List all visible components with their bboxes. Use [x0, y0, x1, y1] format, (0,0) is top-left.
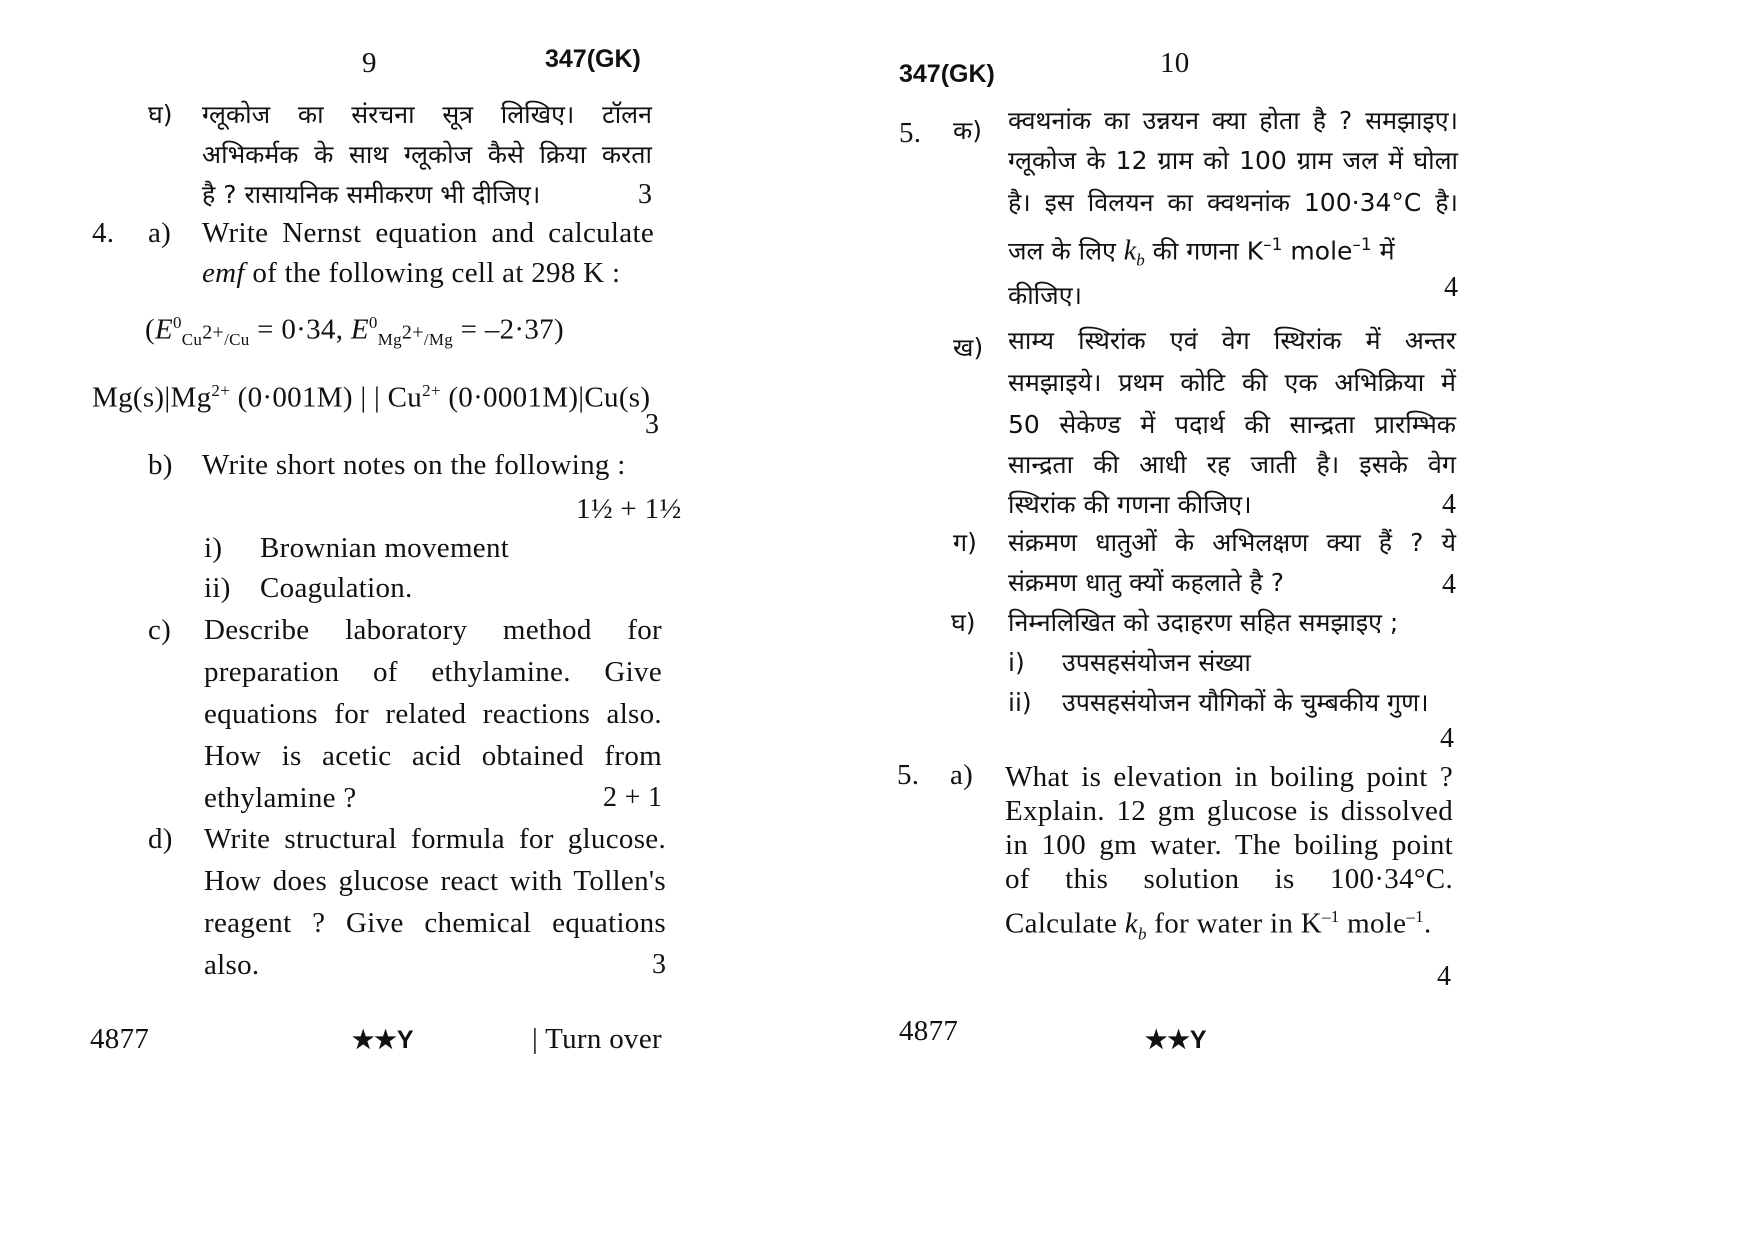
- question-text-fragment: of the following cell at 298 K :: [244, 257, 621, 289]
- question-text-line: [1005, 894, 1432, 957]
- question-marks: 3: [652, 949, 667, 980]
- subitem-label: ii): [204, 572, 231, 604]
- e1-sub: Cu: [181, 330, 203, 350]
- e1-sub-end: /Cu: [224, 330, 250, 350]
- marks-whole: 1: [576, 493, 591, 525]
- text-fragment: mole: [1339, 907, 1407, 940]
- page-number: 9: [362, 47, 377, 79]
- subitem-text: Coagulation.: [260, 572, 413, 604]
- question-label: क): [953, 116, 982, 145]
- footer-stars: ★★Y: [352, 1026, 414, 1054]
- marks-fraction: ½: [590, 493, 613, 525]
- subitem-label: i): [204, 532, 223, 564]
- unit-sup: –1: [1406, 907, 1424, 926]
- e2-sub-sup: 2+: [401, 321, 424, 344]
- question-number: 5.: [899, 117, 922, 149]
- cell-part: (0·0001M)|Cu(s): [440, 381, 651, 414]
- text-fragment: जल के लिए: [1008, 236, 1124, 266]
- question-text-line: How does glucose react with Tollen's: [204, 865, 666, 897]
- question-text-line: 50 सेकेण्ड में पदार्थ की सान्द्रता प्रारम्भिक: [1008, 410, 1456, 439]
- question-label: घ): [951, 608, 976, 637]
- marks-fraction: ½: [659, 493, 682, 525]
- question-marks: 4: [1437, 961, 1452, 992]
- question-label: c): [148, 614, 172, 646]
- subitem-label: ii): [1008, 688, 1032, 717]
- text-fragment: for water in K: [1146, 907, 1322, 940]
- e-symbol: E: [154, 313, 173, 346]
- paper-code: 347(GK): [545, 45, 641, 73]
- question-text-line: What is elevation in boiling point ?: [1005, 761, 1453, 793]
- text-fragment: में: [1371, 236, 1395, 266]
- question-text-line: स्थिरांक की गणना कीजिए।: [1008, 490, 1252, 519]
- question-text-line: साम्य स्थिरांक एवं वेग स्थिरांक में अन्तर: [1008, 326, 1456, 355]
- footer-stars: ★★Y: [1145, 1026, 1207, 1054]
- question-text-line: ग्लूकोज के 12 ग्राम को 100 ग्राम जल में घोला: [1008, 146, 1458, 175]
- question-text-line: preparation of ethylamine. Give: [204, 656, 662, 688]
- question-text-line: reagent ? Give chemical equations: [204, 907, 666, 939]
- question-text-line: in 100 gm water. The boiling point: [1005, 829, 1453, 861]
- page-number: 10: [1160, 47, 1190, 79]
- question-text-line: of this solution is 100·34°C.: [1005, 863, 1453, 895]
- question-text-line: संक्रमण धातुओं के अभिलक्षण क्या हैं ? ये: [1008, 528, 1456, 557]
- question-marks: [576, 486, 682, 532]
- subitem-label: i): [1008, 648, 1025, 677]
- question-marks: 3: [638, 179, 653, 210]
- question-marks: 4: [1440, 723, 1455, 754]
- unit-sup: –1: [1352, 235, 1372, 255]
- subitem-text: Brownian movement: [260, 532, 510, 564]
- question-text-line: Explain. 12 gm glucose is dissolved: [1005, 795, 1453, 827]
- question-text-line: Write structural formula for glucose.: [204, 823, 666, 855]
- question-text-line: How is acetic acid obtained from: [204, 740, 662, 772]
- question-text-line: समझाइये। प्रथम कोटि की एक अभिक्रिया में: [1008, 368, 1456, 397]
- question-label: d): [148, 823, 173, 855]
- e1-value: = 0·34,: [257, 313, 344, 346]
- paper-code: 347(GK): [899, 60, 995, 88]
- cell-part: (0·001M) | | Cu: [230, 381, 423, 414]
- question-text-line: Write short notes on the following :: [202, 449, 626, 481]
- marks-whole: 1: [644, 493, 660, 525]
- e-symbol: E: [350, 313, 369, 346]
- kb-sub: b: [1137, 924, 1147, 944]
- question-text-line: equations for related reactions also.: [204, 698, 662, 730]
- kb-sub: b: [1136, 250, 1145, 270]
- cell-sup: 2+: [422, 381, 441, 400]
- question-text-line: कीजिए।: [1008, 281, 1083, 310]
- cell-notation: [92, 368, 650, 421]
- unit-sup: –1: [1321, 907, 1340, 926]
- question-number: 5.: [897, 759, 920, 791]
- marks-plus: +: [612, 493, 645, 525]
- kb-symbol: k: [1123, 235, 1137, 267]
- question-number: 4.: [92, 217, 115, 249]
- text-fragment: की गणना K: [1144, 236, 1264, 266]
- right-page: [877, 0, 1754, 1241]
- question-text-line: [202, 250, 620, 296]
- emf-term: emf: [202, 257, 245, 289]
- cell-part: Mg(s)|Mg: [92, 381, 212, 414]
- e2-value: = –2·37: [460, 313, 554, 346]
- question-text-line: ग्लूकोज का संरचना सूत्र लिखिए। टॉलन: [202, 100, 652, 129]
- question-label: b): [148, 449, 173, 481]
- e2-sub-end: /Mg: [423, 330, 454, 350]
- question-text-line: है। इस विलयन का क्वथनांक 100·34°C है।: [1008, 188, 1458, 217]
- kb-symbol: k: [1124, 907, 1138, 940]
- question-label: घ): [148, 100, 173, 129]
- e-sup: 0: [368, 313, 378, 332]
- question-text-line: निम्नलिखित को उदाहरण सहित समझाइए ;: [1008, 608, 1399, 637]
- footer-code: 4877: [90, 1023, 150, 1055]
- question-marks: 3: [645, 409, 660, 440]
- cell-sup: 2+: [211, 381, 231, 400]
- question-marks: 4: [1442, 489, 1457, 520]
- e-sup: 0: [172, 313, 182, 332]
- question-text-line: संक्रमण धातु क्यों कहलाते है ?: [1008, 568, 1285, 597]
- question-text-line: Describe laboratory method for: [204, 614, 662, 646]
- text-fragment: Calculate: [1005, 907, 1125, 940]
- question-text-line: सान्द्रता की आधी रह जाती है। इसके वेग: [1008, 450, 1456, 479]
- unit-sup: –1: [1263, 235, 1283, 255]
- question-marks: 2 + 1: [603, 782, 663, 813]
- electrode-potentials: ($E^0_{Cu^{2+}/Cu} = 0\cdot 34$, $E^0_{Mg^{2+}/Mg} = -2\cdot 37$): [145, 313, 564, 350]
- text-fragment: mole: [1282, 236, 1353, 266]
- e2-sub: Mg: [377, 330, 402, 350]
- question-text-line: क्वथनांक का उन्नयन क्या होता है ? समझाइए।: [1008, 106, 1458, 135]
- question-text-line: Write Nernst equation and calculate: [202, 217, 654, 249]
- e1-sub-sup: 2+: [202, 321, 225, 344]
- subitem-text: उपसहसंयोजन यौगिकों के चुम्बकीय गुण।: [1062, 688, 1429, 717]
- question-text-line: ethylamine ?: [204, 782, 357, 814]
- question-text-line: also.: [204, 949, 260, 981]
- text-fragment: .: [1423, 907, 1432, 940]
- subitem-text: उपसहसंयोजन संख्या: [1062, 648, 1251, 677]
- question-label: ख): [953, 333, 984, 362]
- question-marks: 4: [1442, 569, 1457, 600]
- turn-over: | Turn over: [532, 1023, 662, 1055]
- question-label: a): [950, 759, 974, 791]
- question-text-line: है ? रासायनिक समीकरण भी दीजिए।: [202, 180, 541, 209]
- question-marks: 4: [1444, 272, 1459, 303]
- footer-code: 4877: [899, 1015, 959, 1047]
- question-label: a): [148, 217, 172, 249]
- question-text-line: अभिकर्मक के साथ ग्लूकोज कैसे क्रिया करता: [202, 140, 652, 169]
- question-label: ग): [953, 528, 977, 557]
